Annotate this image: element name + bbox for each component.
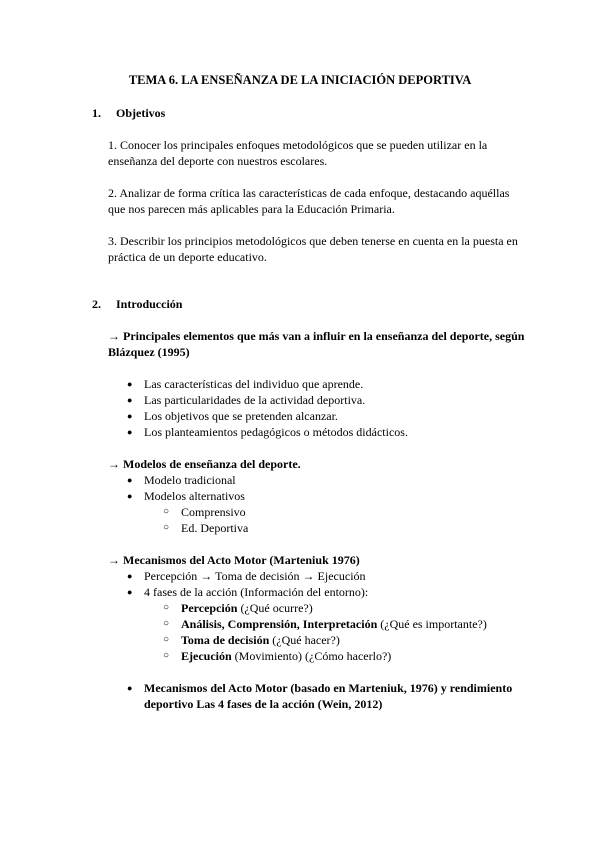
bullet-icon: ● xyxy=(127,587,133,597)
bullet-icon: ● xyxy=(127,491,133,501)
objective-3: 3. Describir los principios metodológicos que deben tenerse en cuenta en la puesta en práctica de un deporte educativo. xyxy=(108,234,518,264)
objective-2: 2. Analizar de forma crítica las características de cada enfoque, destacando aquéllas que nos parecen más aplicables para la Educación Primaria. xyxy=(108,186,510,216)
subheading-motor-act: → Mecanismos del Acto Motor (Marteniuk 1976) xyxy=(108,553,360,567)
document-page: TEMA 6. LA ENSEÑANZA DE LA INICIACIÓN DEPORTIVA 1. Objetivos 1. Conocer los principales enfoques metodológicos que se pueden utilizar en la enseñanza del deporte con nuestros escolares. 2. Analizar de forma crítica las características de cada enfoque, destacando aquéllas que nos parecen más aplicables para la Educación Primaria. 3. Describir los principios metodológicos que deben tenerse en cuenta en la puesta en práctica de un deporte educativo. 2. Introducción → Principales elementos que más van a influir en la enseñanza del deporte, según Blázquez (1995) ● Las características del individuo que aprende. ● Las particularidades de la actividad deportiva. ● Los objetivos que se pretenden alcanzar. ● Los planteamientos pedagógicos o métodos didácticos. → Modelos de enseñanza del deporte. ● Modelo tradicional ● Modelos alternativos ○ Comprensivo ○ Ed. Deportiva → Mecanismos del Acto Motor (Marteniuk 1976) ● Percepción → Toma de decisión → Ejecución ● 4 fases de la acción (Información del entorno): ○ Percepción (¿Qué ocurre?) ○ Análisis, Comprensión, Interpretación (¿Qué es importante?) ○ Toma de decisión (¿Qué hacer?) ○ Ejecución (Movimiento) (¿Cómo hacerlo?) ● Mecanismos del Acto Motor (basado en Marteniuk, 1976) y rendimiento deportivo Las 4 fases de la acción (Wein, 2012) xyxy=(0,0,600,848)
bullet-icon: ● xyxy=(127,379,133,389)
section-1-heading xyxy=(92,105,165,121)
circle-bullet-icon: ○ xyxy=(163,618,170,629)
bullet-icon: ● xyxy=(127,475,133,485)
objective-1: 1. Conocer los principales enfoques metodológicos que se pueden utilizar en la enseñanza del deporte con nuestros escolares. xyxy=(108,138,488,168)
section-2-title: Introducción xyxy=(116,297,183,311)
section-1-title: Objetivos xyxy=(116,106,166,120)
bullet-icon: ● xyxy=(127,571,133,581)
bullet-icon: ● xyxy=(127,427,133,437)
subheading-elements: → Principales elementos que más van a influir en la enseñanza del deporte, según Blázquez (1995) xyxy=(108,329,525,359)
section-2-number: 2. xyxy=(92,297,101,311)
circle-bullet-icon: ○ xyxy=(163,650,170,661)
section-1-number: 1. xyxy=(92,106,101,120)
circle-bullet-icon: ○ xyxy=(163,634,170,645)
bullet-icon: ● xyxy=(127,411,133,421)
document-title: TEMA 6. LA ENSEÑANZA DE LA INICIACIÓN DEPORTIVA xyxy=(128,73,472,87)
section-2-heading xyxy=(92,296,182,312)
subheading-models: → Modelos de enseñanza del deporte. xyxy=(108,457,301,471)
circle-bullet-icon: ○ xyxy=(163,506,170,517)
circle-bullet-icon: ○ xyxy=(163,602,170,613)
bullet-icon: ● xyxy=(127,683,133,693)
circle-bullet-icon: ○ xyxy=(163,522,170,533)
bullet-icon: ● xyxy=(127,395,133,405)
